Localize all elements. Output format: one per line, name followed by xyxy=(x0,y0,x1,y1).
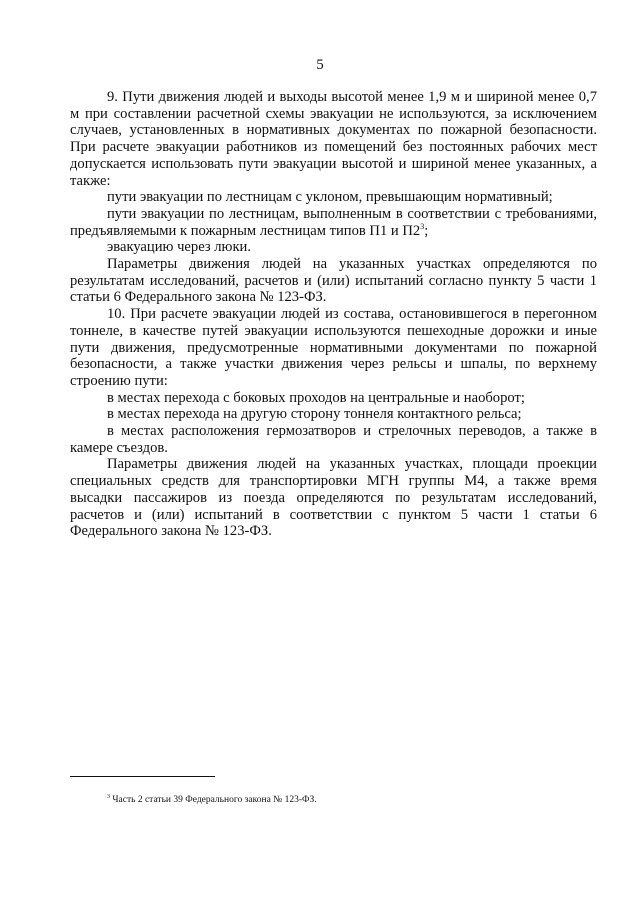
footnote-reference: 3 xyxy=(420,221,425,231)
paragraph-hatches: эвакуацию через люки. xyxy=(107,239,251,256)
paragraph-hermetic-doors: в местах расположения гермозатворов и стрелочных переводов, а также в камере съездов. xyxy=(70,423,597,456)
paragraph-10: 10. При расчете эвакуации людей из состава, остановившегося в перегонном тоннеле, в качестве путей эвакуации используются пешеходные дорожки и иные пути движения, предусмотренные нормативными документами по пожарной безопасности, а также участки движения через рельсы и шпалы, по верхнему строению пути: xyxy=(70,306,597,389)
page-number: 5 xyxy=(316,57,324,73)
document-body xyxy=(70,89,597,540)
footnote xyxy=(107,795,317,805)
paragraph-side-passages: в местах перехода с боковых проходов на центральные и наоборот; xyxy=(107,389,525,406)
footnote-marker: 3 xyxy=(107,793,110,800)
paragraph-9: 9. Пути движения людей и выходы высотой менее 1,9 м и шириной менее 0,7 м при составлении расчетной схемы эвакуации не используются, за исключением случаев, установленных в нормативных документах по пожарной безопасности. При расчете эвакуации работников из помещений без постоянных рабочих мест допускается использовать пути эвакуации высотой и шириной менее указанных, а также: xyxy=(70,89,597,189)
paragraph-stairs-slope: пути эвакуации по лестницам с уклоном, превышающим нормативный; xyxy=(107,189,553,206)
paragraph-movement-params: Параметры движения людей на указанных участках определяются по результатам исследований, расчетов и (или) испытаний согласно пункту 5 части 1 статьи 6 Федерального закона № 123-ФЗ. xyxy=(70,256,597,306)
paragraph-fire-stairs-text: пути эвакуации по лестницам, выполненным в соответствии с требованиями, предъявляемыми к пожарным лестницам типов П1 и П2 xyxy=(70,205,597,239)
paragraph-fire-stairs xyxy=(70,206,597,239)
footnote-text: Часть 2 статьи 39 Федерального закона № 123-ФЗ. xyxy=(112,795,317,805)
paragraph-fire-stairs-tail: ; xyxy=(424,222,429,239)
paragraph-evacuation-params: Параметры движения людей на указанных участках, площади проекции специальных средств для транспортировки МГН группы М4, а также время высадки пассажиров из поезда определяются по результатам исследований, расчетов и (или) испытаний в соответствии с пунктом 5 части 1 статьи 6 Федерального закона № 123-ФЗ. xyxy=(70,456,597,540)
paragraph-contact-rail: в местах перехода на другую сторону тоннеля контактного рельса; xyxy=(107,406,522,423)
footnote-separator xyxy=(70,776,215,777)
